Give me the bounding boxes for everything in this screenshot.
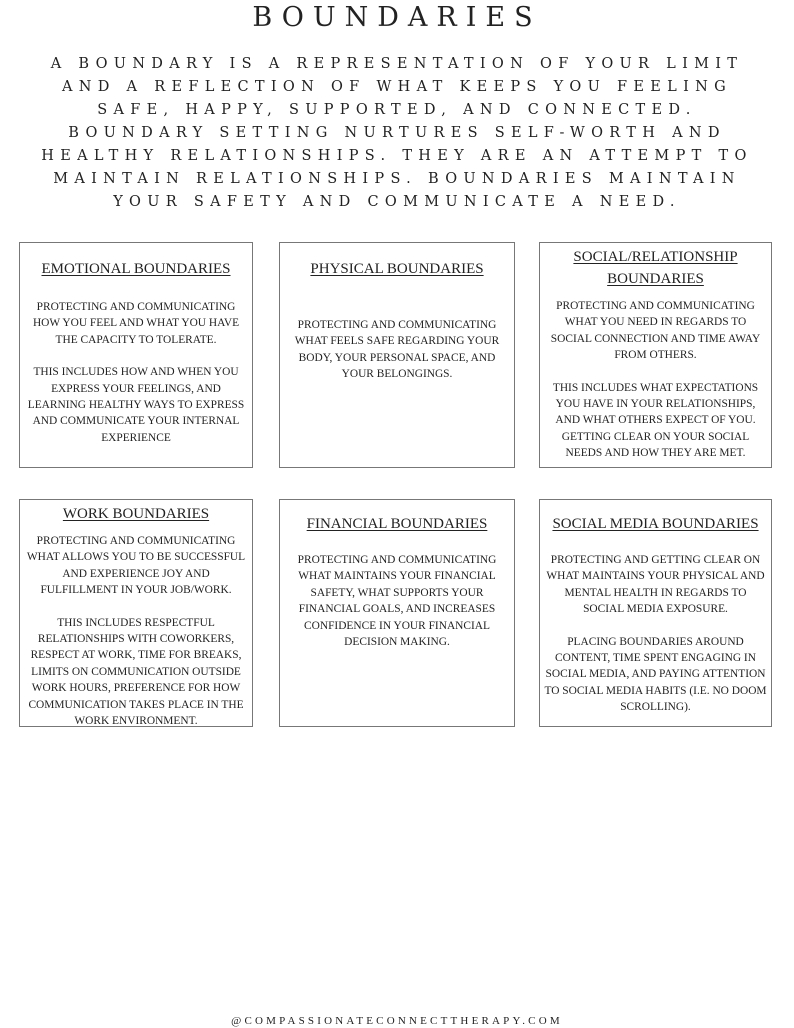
page-title: BOUNDARIES <box>252 2 542 33</box>
intro-line: BOUNDARY SETTING NURTURES SELF-WORTH AND <box>68 125 726 141</box>
card-work-boundaries <box>19 499 253 727</box>
card-paragraph: PLACING BOUNDARIES AROUND CONTENT, TIME SPENT ENGAGING IN SOCIAL MEDIA, AND PAYING ATTENTION TO SOCIAL MEDIA HABITS (I.E. NO DOOM SCROLLING). <box>544 635 767 714</box>
intro-line: HEALTHY RELATIONSHIPS. THEY ARE AN ATTEMPT TO <box>41 148 753 164</box>
card-body <box>544 552 767 716</box>
card-emotional-boundaries <box>19 242 253 468</box>
intro-line: MAINTAIN RELATIONSHIPS. BOUNDARIES MAINTAIN <box>53 171 741 187</box>
card-paragraph: THIS INCLUDES RESPECTFUL RELATIONSHIPS WITH COWORKERS, RESPECT AT WORK, TIME FOR BREAKS, LIMITS ON COMMUNICATION OUTSIDE WORK HOURS, PREFERENCE FOR HOW COMMUNICATION TAKES PLACE IN THE WORK ENVIRONMENT. <box>28 616 244 728</box>
card-paragraph: PROTECTING AND COMMUNICATING WHAT ALLOWS YOU TO BE SUCCESSFUL AND EXPERIENCE JOY AND FULFILLMENT IN YOUR JOB/WORK. <box>26 535 246 597</box>
card-body <box>284 317 510 383</box>
card-body <box>544 298 767 462</box>
intro-paragraph <box>0 53 794 214</box>
card-title: SOCIAL/RELATIONSHIP BOUNDARIES <box>573 249 738 287</box>
card-paragraph: THIS INCLUDES WHAT EXPECTATIONS YOU HAVE IN YOUR RELATIONSHIPS, AND WHAT OTHERS EXPECT OF YOU. GETTING CLEAR ON YOUR SOCIAL NEEDS AND HOW THEY ARE MET. <box>552 381 759 460</box>
card-body <box>24 533 248 729</box>
card-paragraph: PROTECTING AND GETTING CLEAR ON WHAT MAINTAINS YOUR PHYSICAL AND MENTAL HEALTH IN REGARDS TO SOCIAL MEDIA EXPOSURE. <box>546 554 765 616</box>
intro-line: AND A REFLECTION OF WHAT KEEPS YOU FEELING <box>61 79 733 95</box>
card-social-relationship-boundaries <box>539 242 772 468</box>
card-title: WORK BOUNDARIES <box>62 506 210 522</box>
card-title: EMOTIONAL BOUNDARIES <box>41 261 231 277</box>
card-body <box>24 299 248 446</box>
card-body <box>284 552 510 650</box>
card-physical-boundaries <box>279 242 515 468</box>
card-title: FINANCIAL BOUNDARIES <box>306 516 488 532</box>
card-social-media-boundaries <box>539 499 772 727</box>
intro-line: A BOUNDARY IS A REPRESENTATION OF YOUR LIMIT <box>50 56 744 72</box>
card-title: PHYSICAL BOUNDARIES <box>310 261 484 277</box>
intro-line: SAFE, HAPPY, SUPPORTED, AND CONNECTED. <box>97 102 697 118</box>
card-paragraph: PROTECTING AND COMMUNICATING WHAT MAINTAINS YOUR FINANCIAL SAFETY, WHAT SUPPORTS YOUR FINANCIAL GOALS, AND INCREASES CONFIDENCE IN YOUR FINANCIAL DECISION MAKING. <box>297 554 497 649</box>
intro-line: YOUR SAFETY AND COMMUNICATE A NEED. <box>113 194 681 210</box>
card-financial-boundaries <box>279 499 515 727</box>
card-title: SOCIAL MEDIA BOUNDARIES <box>552 516 759 532</box>
card-paragraph: PROTECTING AND COMMUNICATING HOW YOU FEEL AND WHAT YOU HAVE THE CAPACITY TO TOLERATE. <box>32 301 240 346</box>
footer-handle: @COMPASSIONATECONNECTTHERAPY.COM <box>231 1015 563 1027</box>
card-paragraph: PROTECTING AND COMMUNICATING WHAT FEELS SAFE REGARDING YOUR BODY, YOUR PERSONAL SPACE, AND YOUR BELONGINGS. <box>294 319 500 381</box>
card-paragraph: THIS INCLUDES HOW AND WHEN YOU EXPRESS YOUR FEELINGS, AND LEARNING HEALTHY WAYS TO EXPRESS AND COMMUNICATE YOUR INTERNAL EXPERIENCE <box>27 366 245 444</box>
card-paragraph: PROTECTING AND COMMUNICATING WHAT YOU NEED IN REGARDS TO SOCIAL CONNECTION AND TIME AWAY FROM OTHERS. <box>550 300 761 362</box>
